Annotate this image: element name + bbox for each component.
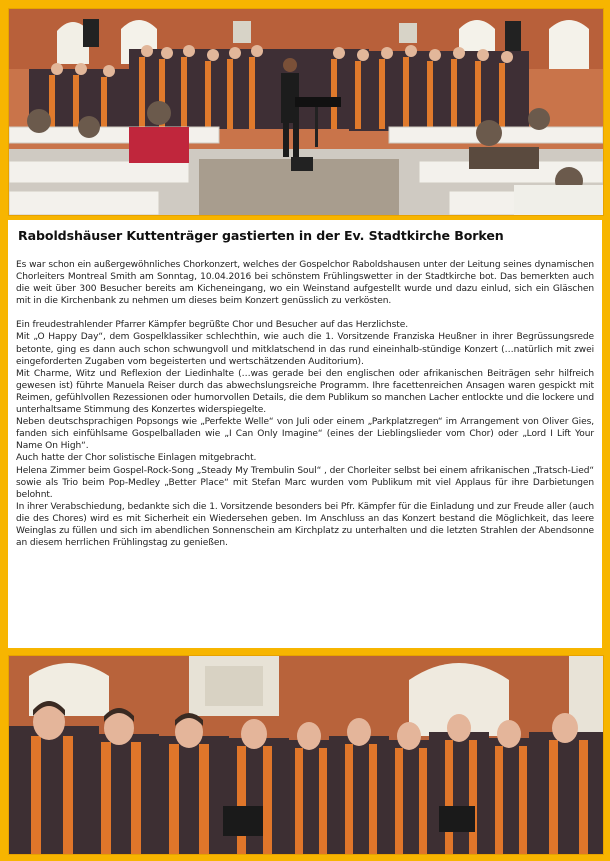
top-choir-photo: [8, 8, 604, 216]
article-paragraph-3: Mit „O Happy Day“, dem Gospelklassiker schlechthin, wie auch die 1. Vorsitzende Franziska Heußner in ihrer Begrüssungsrede betonte, ging es dann auch schon schwungvoll und mitklatschend in das rund eineinhalb-stündige Konzert (…natürlich mit zwei eingeforderten Zugaben vom begeisterten und wertschätzenden Auditorium).: [16, 332, 594, 367]
article-panel: [8, 220, 602, 648]
paragraph-gap: [16, 307, 594, 319]
article-paragraph-7: Helena Zimmer beim Gospel-Rock-Song „Steady My Trembulin Soul“ , der Chorleiter selbst bei einem afrikanischen „Tratsch-Lied“ sowie als Trio beim Pop-Medley „Better Place“ mit Stefan Marc wurden vom Publikum mit viel Applaus für ihre Darbietungen belohnt.: [16, 465, 594, 500]
article-paragraph-1: Es war schon ein außergewöhnliches Chorkonzert, welches der Gospelchor Raboldshausen unter der Leitung seines dynamischen Chorleiters Montreal Smith am Sonntag, 10.04.2016 bei schönstem Frühlingswetter in der Stadtkirche bot. Das bemerkten auch die weit über 300 Besucher bereits am Kicheneingang, wo ein Weinstand aufgestellt wurde und dazu einlud, sich ein Gläschen mit in die Kirchenbank zu nehmen um dieses beim Konzert genüsslich zu verkösten.: [16, 260, 594, 307]
article-paragraph-6: Auch hatte der Chor solistische Einlagen mitgebracht.: [16, 453, 257, 464]
article-paragraph-4: Mit Charme, Witz und Reflexion der Liedinhalte (…was gerade bei den englischen oder afrikanischen Beiträgen sehr hilfreich gewesen ist) führte Manuela Reiser durch das abwechslungsreiche Programm. Ihre facettenreichen Ansagen waren gespickt mit Reimen, gefühlvollen Rezessionen oder humorvollen Details, die dem Publikum so manchen Lacher entlockte und die lockere und unterhaltsame Stimmung des Konzertes widerspiegelte.: [16, 368, 594, 416]
bottom-choir-photo: [8, 655, 604, 855]
article-paragraph-8: In ihrer Verabschiedung, bedankte sich die 1. Vorsitzende besonders bei Pfr. Kämpfer für die Einladung und zur Freude aller (auch die des Chores) wird es mit Sicherheit ein Wiedersehen geben. Im Anschluss an das Konzert bestand die Möglichkeit, das leere Weinglas zu füllen und sich im abendlichen Sonnenschein am Kirchplatz zu unterhalten und die letzten Strahlen der Abendsonne an diesem herrlichen Frühlingstag zu genießen.: [16, 501, 594, 549]
article-paragraph-5: Neben deutschsprachigen Popsongs wie „Perfekte Welle“ von Juli oder einem „Parkplatzregen“ im Arrangement von Oliver Gies, fanden sich einfühlsame Gospelballaden wie „I Can Only Imagine“ (eines der Lieblingslieder vom Chor) oder „Lord I Lift Your Name On High“.: [16, 417, 594, 452]
article-paragraph-2: Ein freudestrahlender Pfarrer Kämpfer begrüßte Chor und Besucher auf das Herzlichste.: [16, 320, 409, 331]
article-headline: Raboldshäuser Kuttenträger gastierten in der Ev. Stadtkirche Borken: [18, 228, 504, 243]
